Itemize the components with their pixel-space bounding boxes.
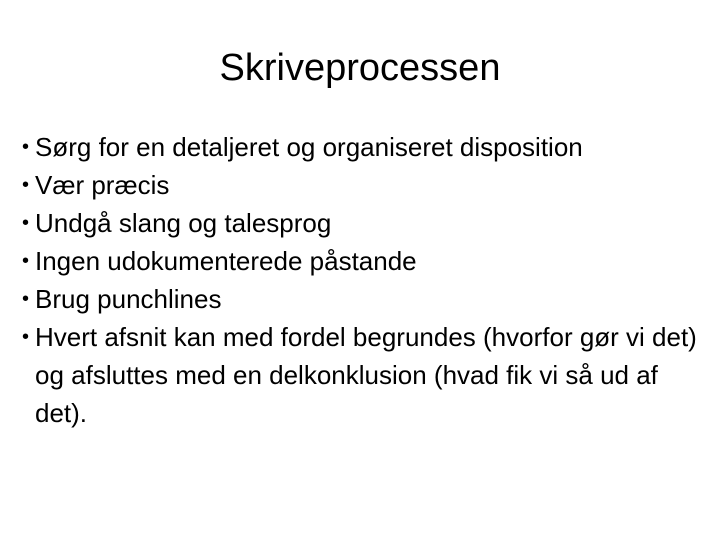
bullet-item: [22, 280, 702, 318]
bullet-text: Vær præcis: [35, 170, 170, 200]
bullet-item: [22, 242, 702, 280]
bullet-item: [22, 166, 702, 204]
bullet-text: Ingen udokumenterede påstande: [35, 246, 417, 276]
slide-title: Skriveprocessen: [219, 47, 501, 89]
bullet-text: Hvert afsnit kan med fordel begrundes (hvorfor gør vi det) og afsluttes med en delkonklusion (hvad fik vi så ud af det).: [35, 322, 697, 428]
bullet-icon: •: [22, 174, 30, 196]
bullet-item: [22, 128, 702, 166]
bullet-text: Undgå slang og talesprog: [35, 208, 332, 238]
bullet-icon: •: [22, 326, 30, 348]
bullet-icon: •: [22, 212, 30, 234]
bullet-item: [22, 318, 702, 432]
bullet-list: [22, 128, 702, 432]
bullet-text: Sørg for en detaljeret og organiseret disposition: [35, 132, 583, 162]
bullet-icon: •: [22, 136, 30, 158]
bullet-text: Brug punchlines: [35, 284, 222, 314]
bullet-icon: •: [22, 250, 30, 272]
bullet-icon: •: [22, 288, 30, 310]
bullet-item: [22, 204, 702, 242]
